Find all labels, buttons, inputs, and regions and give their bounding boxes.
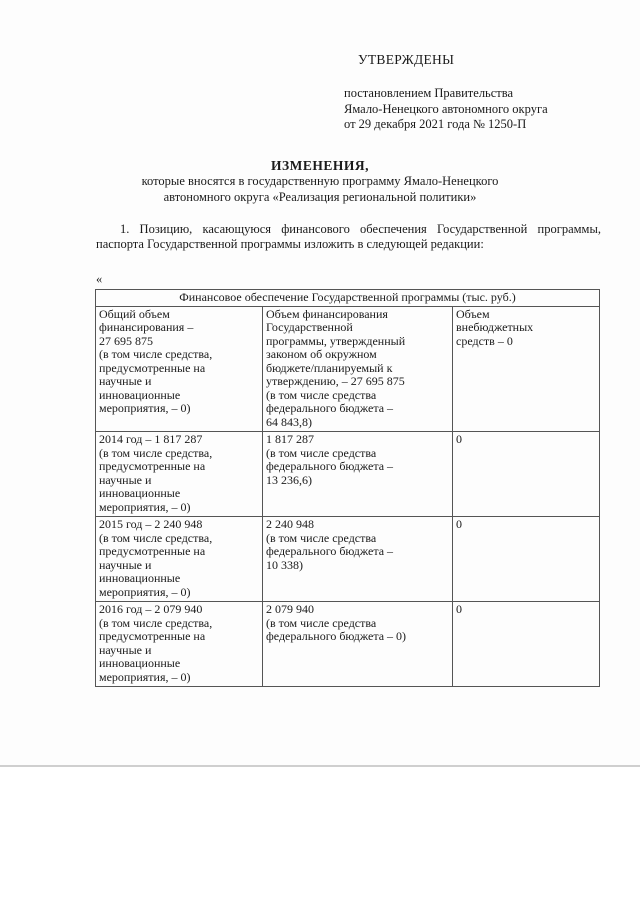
- scan-edge-divider: [0, 765, 640, 767]
- total-cell: 2014 год – 1 817 287 (в том числе средства, предусмотренные на научные и инновационные мероприятия, – 0): [96, 432, 263, 517]
- approval-stamp-title: УТВЕРЖДЕНЫ: [358, 52, 455, 67]
- paragraph-1: 1. Позицию, касающуюся финансового обеспечения Государственной программы, паспорта Государственной программы изложить в следующей редакции:: [96, 222, 601, 251]
- decree-line: Ямало-Ненецкого автономного округа: [344, 101, 548, 116]
- decree-line: от 29 декабря 2021 года № 1250-П: [344, 117, 527, 131]
- document-title: ИЗМЕНЕНИЯ,: [270, 158, 369, 173]
- subtitle-line: автономного округа «Реализация региональной политики»: [163, 190, 477, 204]
- subtitle-line: которые вносятся в государственную программу Ямало-Ненецкого: [141, 174, 499, 188]
- total-cell: Общий объем финансирования – 27 695 875 (в том числе средства, предусмотренные на научные и инновационные мероприятия, – 0): [96, 306, 263, 432]
- table-row: [96, 432, 600, 517]
- total-cell: 2016 год – 2 079 940 (в том числе средства, предусмотренные на научные и инновационные мероприятия, – 0): [96, 602, 263, 687]
- table-header: Финансовое обеспечение Государственной программы (тыс. руб.): [96, 290, 600, 307]
- extrabudget-cell: 0: [453, 432, 600, 517]
- budget-cell: 1 817 287 (в том числе средства федерального бюджета – 13 236,6): [263, 432, 453, 517]
- budget-cell: Объем финансирования Государственной программы, утвержденный законом об окружном бюджете/планируемый к утверждению, – 27 695 875 (в том числе средства федерального бюджета – 64 843,8): [263, 306, 453, 432]
- table-row: [96, 306, 600, 432]
- financing-table: [95, 289, 600, 687]
- decree-reference: [344, 86, 548, 133]
- table-row: [96, 602, 600, 687]
- document-subtitle: [0, 173, 640, 205]
- extrabudget-cell: 0: [453, 517, 600, 602]
- total-cell: 2015 год – 2 240 948 (в том числе средства, предусмотренные на научные и инновационные мероприятия, – 0): [96, 517, 263, 602]
- opening-quote: «: [96, 272, 103, 286]
- budget-cell: 2 079 940 (в том числе средства федерального бюджета – 0): [263, 602, 453, 687]
- decree-line: постановлением Правительства: [344, 86, 514, 100]
- table-row: [96, 517, 600, 602]
- extrabudget-cell: 0: [453, 602, 600, 687]
- extrabudget-cell: Объем внебюджетных средств – 0: [453, 306, 600, 432]
- table-header-row: [96, 290, 600, 307]
- budget-cell: 2 240 948 (в том числе средства федерального бюджета – 10 338): [263, 517, 453, 602]
